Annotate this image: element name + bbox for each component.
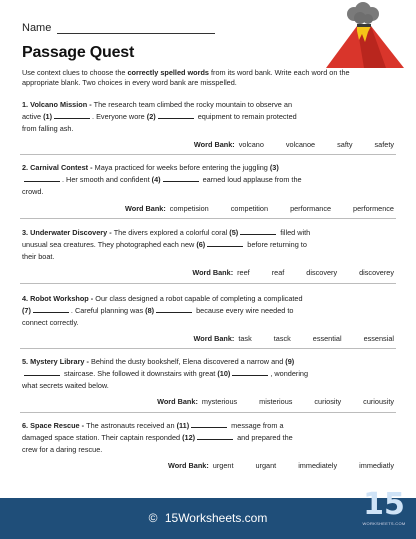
word-bank-word: curiousity (363, 397, 394, 406)
question-line (22, 162, 394, 174)
blank-number: (6) (196, 240, 206, 250)
question-1 (22, 99, 394, 136)
passage-text: connect correctly. (22, 318, 79, 328)
word-bank-label: Word Bank: (193, 140, 235, 149)
blank-number: (11) (176, 421, 190, 430)
word-bank-label: Word Bank: (157, 397, 198, 406)
volcano-icon (324, 2, 406, 70)
word-bank-word: volcanoe (285, 140, 316, 149)
passage-text: filled with (278, 228, 311, 237)
word-bank-word: reef (237, 268, 250, 277)
question-line (22, 317, 394, 329)
blank-number: (9) (285, 357, 295, 366)
passage-text: crew for a daring rescue. (22, 445, 103, 455)
name-row (22, 22, 215, 34)
question-line (22, 420, 394, 432)
footer (0, 487, 416, 539)
passage-text: their boat. (22, 252, 55, 262)
answer-blank[interactable] (156, 305, 192, 313)
passage-text: . Careful planning was (70, 306, 146, 316)
name-line[interactable] (57, 23, 215, 34)
word-bank-word: essensial (363, 334, 394, 343)
section-divider (20, 283, 396, 284)
question-heading: 2. Carnival Contest - (22, 163, 95, 172)
passage-text: unusual sea creatures. They photographed each new (22, 240, 197, 250)
question-title: Robot Workshop (30, 294, 89, 303)
question-heading: 5. Mystery Library - (22, 357, 91, 366)
blank-number: (7) (22, 306, 31, 316)
instructions (22, 68, 370, 89)
answer-blank[interactable] (24, 174, 60, 182)
word-bank (125, 204, 394, 213)
word-bank-label: Word Bank: (167, 461, 209, 470)
word-bank-word: reaf (271, 268, 285, 277)
question-line (22, 239, 394, 251)
blank-number: (1) (43, 112, 53, 122)
passage-text: The astronauts received an (86, 421, 177, 430)
question-line (22, 227, 394, 239)
question-line (22, 293, 394, 305)
question-heading: 4. Robot Workshop - (22, 294, 96, 303)
question-number: 5. (22, 357, 29, 366)
question-title: Volcano Mission (30, 100, 88, 109)
answer-blank[interactable] (191, 420, 227, 428)
word-bank-word: safety (374, 140, 394, 149)
passage-text: damaged space station. Their captain responded (22, 433, 183, 443)
blank-number: (8) (145, 306, 155, 316)
passage-text: Our class designed a robot capable of completing a complicated (95, 294, 303, 303)
passage-text: Behind the dusty bookshelf, Elena discovered a narrow and (90, 357, 286, 366)
instructions-part1: Use context clues to choose the (22, 68, 128, 77)
word-bank-word: competition (230, 204, 269, 213)
question-line (22, 251, 394, 263)
instructions-part2: from its word bank. Write each word on the appropriate blank. Two choices in every word bank are misspelled. (22, 68, 350, 88)
section-divider (20, 348, 396, 349)
logo-number: 15 (363, 487, 405, 522)
passage-text: , wondering (270, 369, 309, 379)
answer-blank[interactable] (54, 111, 90, 119)
question-number: 2. (22, 163, 29, 172)
word-bank-word: task (238, 334, 252, 343)
footer-site-link[interactable]: 15Worksheets.com (164, 511, 268, 525)
passage-text: from falling ash. (22, 124, 74, 134)
word-bank-word: urgent (212, 461, 234, 470)
question-title: Carnival Contest (30, 163, 89, 172)
word-bank-word: tasck (273, 334, 291, 343)
word-bank (194, 140, 394, 149)
passage-text: message from a (229, 421, 284, 430)
word-bank-word: volcano (238, 140, 264, 149)
word-bank-word: misterious (259, 397, 293, 406)
question-number: 6. (22, 421, 29, 430)
word-bank (192, 268, 394, 277)
word-bank-word: performance (290, 204, 332, 213)
question-line (22, 305, 394, 317)
question-heading: 6. Space Rescue - (22, 421, 87, 430)
question-line (22, 174, 394, 186)
answer-blank[interactable] (158, 111, 194, 119)
question-title: Underwater Discovery (30, 228, 108, 237)
question-line (22, 380, 394, 392)
word-bank-word: safty (337, 140, 353, 149)
word-bank-word: competision (169, 204, 209, 213)
question-6 (22, 420, 394, 457)
footer-text (0, 511, 416, 525)
question-number: 3. (22, 228, 29, 237)
answer-blank[interactable] (33, 305, 69, 313)
instructions-bold: correctly spelled words (127, 68, 209, 77)
section-divider (20, 218, 396, 219)
passage-text: . Her smooth and confident (62, 175, 152, 185)
word-bank-word: urgant (255, 461, 277, 470)
word-bank-word: mysterious (201, 397, 238, 406)
passage-text: The divers explored a colorful coral (113, 228, 230, 237)
question-3 (22, 227, 394, 264)
question-number: 4. (22, 294, 29, 303)
passage-text: before returning to (245, 240, 307, 250)
answer-blank[interactable] (232, 368, 268, 376)
passage-text: The research team climbed the rocky mountain to observe an (93, 100, 293, 109)
question-line (22, 111, 394, 123)
blank-number: (2) (146, 112, 156, 122)
answer-blank[interactable] (207, 239, 243, 247)
passage-text: crowd. (22, 187, 44, 197)
question-line (22, 123, 394, 135)
blank-number: (5) (229, 228, 239, 237)
question-heading: 3. Underwater Discovery - (22, 228, 114, 237)
passage-text: and prepared the (235, 433, 293, 443)
answer-blank[interactable] (24, 368, 60, 376)
logo-text: WORKSHEETS.COM (362, 521, 406, 526)
blank-number: (12) (182, 433, 196, 443)
passage-text: . Everyone wore (92, 112, 147, 122)
answer-blank[interactable] (163, 174, 199, 182)
blank-number: (3) (269, 163, 279, 172)
word-bank (194, 334, 394, 343)
word-bank-label: Word Bank: (192, 268, 234, 277)
name-label: Name (22, 22, 52, 34)
word-bank (168, 461, 394, 470)
question-heading: 1. Volcano Mission - (22, 100, 94, 109)
passage-text: what secrets waited below. (22, 381, 109, 391)
blank-number: (10) (217, 369, 231, 379)
passage-text: active (22, 112, 44, 122)
passage-text: equipment to remain protected (195, 112, 297, 122)
question-title: Space Rescue (30, 421, 80, 430)
section-divider (20, 412, 396, 413)
word-bank-word: discovery (306, 268, 338, 277)
word-bank-word: curiosity (314, 397, 342, 406)
word-bank-word: performence (353, 204, 394, 213)
copyright-symbol: © (148, 511, 158, 525)
passage-text: because every wire needed to (194, 306, 294, 316)
question-number: 1. (22, 100, 29, 109)
answer-blank[interactable] (197, 432, 233, 440)
question-line (22, 368, 394, 380)
passage-text: earned loud applause from the (200, 175, 302, 185)
page-title: Passage Quest (22, 44, 135, 61)
question-title: Mystery Library (30, 357, 85, 366)
question-line (22, 432, 394, 444)
question-line (22, 356, 394, 368)
word-bank-word: immediatly (359, 461, 394, 470)
question-line (22, 444, 394, 456)
word-bank-word: immediately (298, 461, 338, 470)
question-5 (22, 356, 394, 393)
site-logo (362, 489, 406, 535)
blank-number: (4) (151, 175, 161, 185)
word-bank-label: Word Bank: (193, 334, 235, 343)
word-bank (157, 397, 394, 406)
word-bank-word: essential (312, 334, 342, 343)
word-bank-label: Word Bank: (124, 204, 166, 213)
passage-text: Maya practiced for weeks before entering the juggling (94, 163, 270, 172)
question-line (22, 99, 394, 111)
answer-blank[interactable] (240, 227, 276, 235)
word-bank-word: discoverey (359, 268, 394, 277)
passage-text: staircase. She followed it downstairs with great (62, 369, 218, 379)
question-line (22, 186, 394, 198)
question-2 (22, 162, 394, 199)
section-divider (20, 154, 396, 155)
question-4 (22, 293, 394, 330)
